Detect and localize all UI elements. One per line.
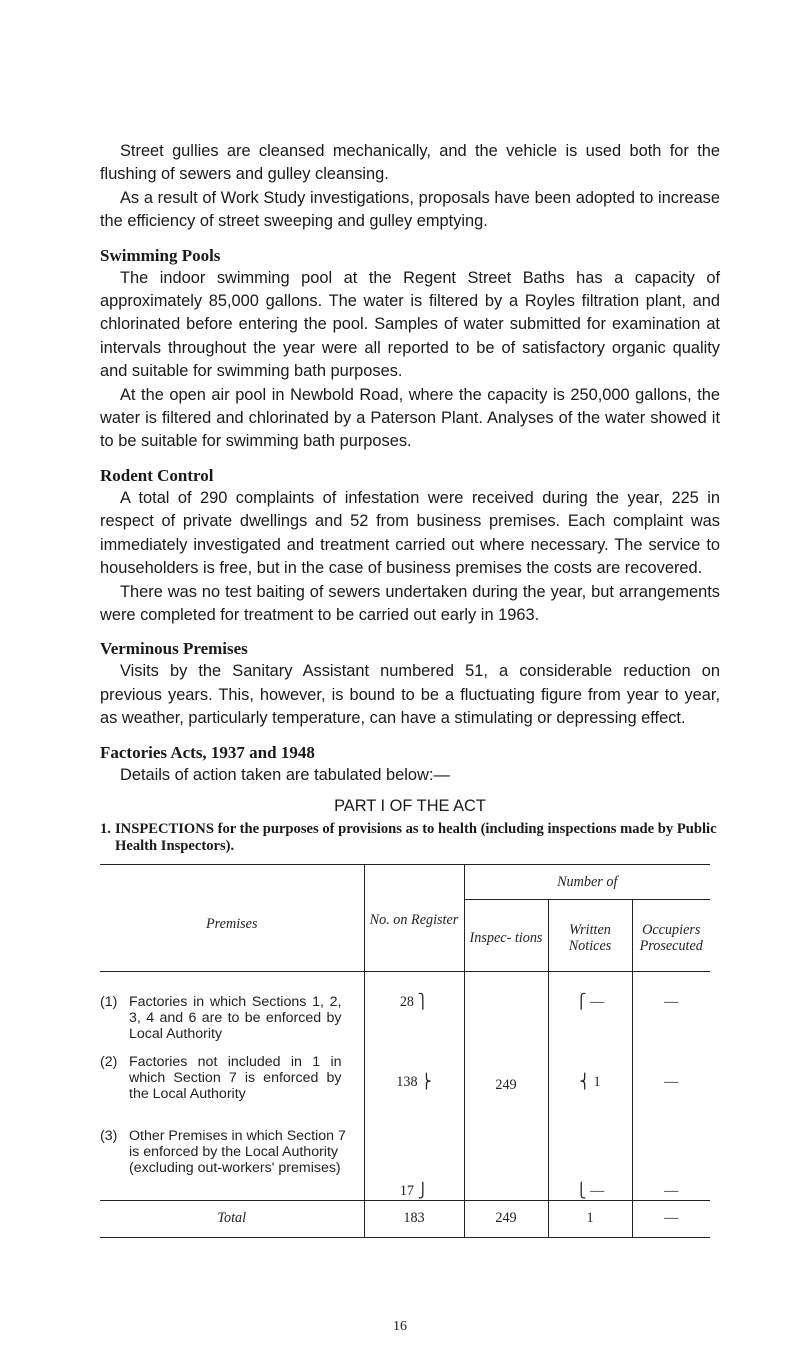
swimming-paragraph-1: The indoor swimming pool at the Regent Street Baths has a capacity of approximately 85,000 gallons. The water is filtered by a Royles filtration plant, and chlorinated before entering the pool. Samples of water submitted for examination at intervals throughout the year were all reported to be of satisfactory organic quality and suitable for swimming bath purposes. <box>100 268 720 381</box>
row-description: Other Premises in which Section 7 is enforced by the Local Authority (excluding out-workers' premises) <box>129 1127 346 1176</box>
table-row <box>100 1042 364 1124</box>
header-prosecuted: Occupiers Prosecuted <box>632 900 710 972</box>
header-number-of: Number of <box>464 864 710 899</box>
table-row <box>100 971 364 1042</box>
row-notices: ⎨ 1 <box>548 1042 632 1124</box>
total-label: Total <box>100 1200 364 1237</box>
row-register: 138 ⎬ <box>364 1042 464 1124</box>
intro-paragraph-2: As a result of Work Study investigations, proposals have been adopted to increase the efficiency of street sweeping and gulley emptying. <box>100 188 720 231</box>
rodent-paragraph-2: There was no test baiting of sewers undertaken during the year, but arrangements were completed for treatment to be carried out early in 1963. <box>100 582 720 624</box>
document-page <box>100 140 720 1238</box>
header-register: No. on Register <box>364 864 464 971</box>
verminous-paragraph-1: Visits by the Sanitary Assistant numbered 51, a considerable reduction on previous years. This, however, is bound to be a fluctuating figure from year to year, as weather, particularly temperature, can have a stimulating or depressing effect. <box>100 662 720 728</box>
rodent-paragraph-1: A total of 290 complaints of infestation were received during the year, 225 in respect of private dwellings and 52 from business premises. Each complaint was immediately investigated and treatment carried out where necessary. The service to householders is free, but in the case of business premises the costs are recovered. <box>100 488 720 578</box>
total-notices: 1 <box>548 1200 632 1237</box>
header-premises: Premises <box>100 864 364 971</box>
inspections-item <box>100 821 720 855</box>
verminous-heading: Verminous Premises <box>100 639 248 659</box>
factories-heading: Factories Acts, 1937 and 1948 <box>100 742 315 762</box>
inspections-item-text: INSPECTIONS for the purposes of provisions as to health (including inspections made by Public Health Inspectors). <box>115 820 717 854</box>
inspections-table <box>100 864 710 1238</box>
row-number: (1) <box>100 993 118 1010</box>
row-notices: ⎧ — <box>548 971 632 1042</box>
row-notices: ⎩ — <box>548 1124 632 1201</box>
row-register: 28 ⎫ <box>364 971 464 1042</box>
row-number: (2) <box>100 1053 118 1070</box>
row-prosecuted: — <box>632 1042 710 1124</box>
row-register: 17 ⎭ <box>364 1124 464 1201</box>
row-number: (3) <box>100 1127 118 1144</box>
total-prosecuted: — <box>632 1200 710 1237</box>
total-inspections: 249 <box>464 1200 548 1237</box>
table-row <box>100 1124 364 1201</box>
row-description: Factories not included in 1 in which Section 7 is enforced by the Local Authority <box>129 1053 342 1102</box>
factories-intro: Details of action taken are tabulated below:— <box>120 765 450 784</box>
inspections-combined: 249 <box>464 971 548 1200</box>
rodent-heading: Rodent Control <box>100 465 214 485</box>
total-register: 183 <box>364 1200 464 1237</box>
inspections-item-number: 1. <box>100 820 111 837</box>
intro-paragraph-1: Street gullies are cleansed mechanically, and the vehicle is used both for the flushing of sewers and gulley cleansing. <box>100 142 720 184</box>
row-prosecuted: — <box>632 1124 710 1201</box>
swimming-paragraph-2: At the open air pool in Newbold Road, where the capacity is 250,000 gallons, the water is filtered and chlorinated by a Paterson Plant. Analyses of the water showed it to be suitable for swimming bath purposes. <box>100 385 720 451</box>
row-prosecuted: — <box>632 971 710 1042</box>
part-heading: PART I OF THE ACT <box>334 796 486 815</box>
swimming-heading: Swimming Pools <box>100 245 221 265</box>
page-number: 16 <box>393 1319 407 1334</box>
header-notices: Written Notices <box>548 900 632 972</box>
row-description: Factories in which Sections 1, 2, 3, 4 and 6 are to be enforced by Local Authority <box>129 993 342 1042</box>
header-inspections: Inspec- tions <box>464 900 548 972</box>
